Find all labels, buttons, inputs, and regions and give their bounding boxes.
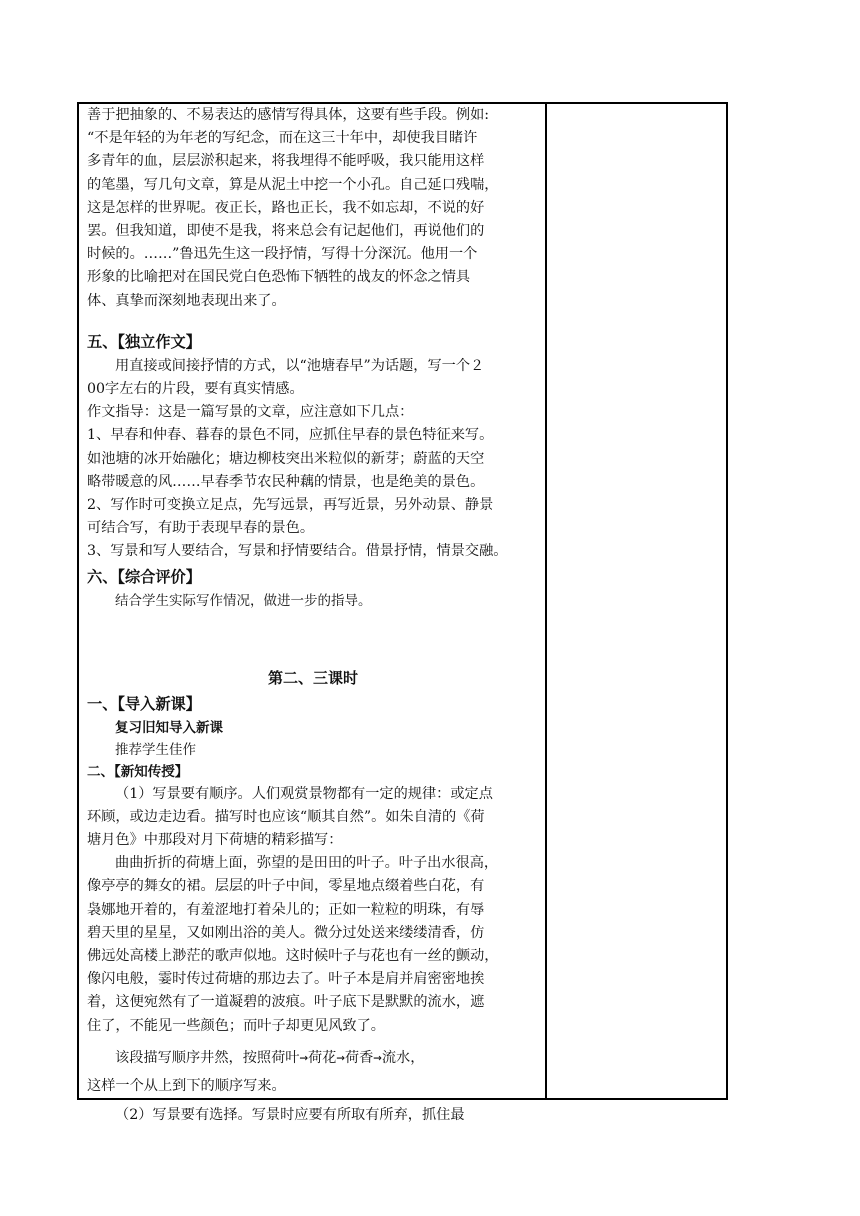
text-line: 如池塘的冰开始融化；塘边柳枝突出米粒似的新芽；蔚蓝的天空 (87, 450, 485, 467)
text-line: 1、早春和仲春、暮春的景色不同，应抓住早春的景色特征来写。 (87, 427, 494, 444)
text-line: 时候的。……”鲁迅先生这一段抒情，写得十分深沉。他用一个 (87, 246, 478, 263)
text-line: 这样一个从上到下的顺序写来。 (87, 1077, 286, 1094)
text-line: 像闪电般，霎时传过荷塘的那边去了。叶子本是肩并肩密密地挨 (87, 971, 485, 988)
text-line: “不是年轻的为年老的写纪念，而在这三十年中，却使我目睹许 (87, 130, 478, 147)
text-line: 罢。但我知道，即使不是我，将来总会有记起他们，再说他们的 (87, 223, 485, 240)
text-line: 善于把抽象的、不易表达的感情写得具体，这要有些手段。例如: (87, 107, 490, 123)
text-line: 着，这便宛然有了一道凝碧的波痕。叶子底下是默默的流水，遮 (87, 994, 485, 1011)
section-two-heading: 二、【新知传授】 (87, 763, 189, 780)
text-line: 像亭亭的舞女的裙。层层的叶子中间，零星地点缀着些白花，有 (87, 878, 485, 895)
text-line: 这是怎样的世界呢。夜正长，路也正长，我不如忘却，不说的好 (87, 199, 485, 216)
text-line: 环顾，或边走边看。描写时也应该“顺其自然”。如朱自清的《荷 (87, 808, 485, 825)
text-line: 3、写景和写人要结合，写景和抒情要结合。借景抒情，情景交融。 (87, 543, 508, 560)
text-line: 袅娜地开着的，有羞涩地打着朵儿的；正如一粒粒的明珠，有辱 (87, 901, 485, 918)
text-line: 用直接或间接抒情的方式，以“池塘春早”为话题，写一个２ (115, 357, 485, 374)
text-line: 的笔墨，写几句文章，算是从泥土中挖一个小孔。自己延口残喘， (87, 176, 499, 193)
text-line: 塘月色》中那段对月下荷塘的精彩描写： (87, 832, 343, 849)
section-one-heading: 一、【导入新课】 (87, 694, 201, 713)
text-line: 形象的比喻把对在国民党白色恐怖下牺牲的战友的怀念之情具 (87, 269, 471, 286)
text-line: （1）写景要有顺序。人们观赏景物都有一定的规律：或定点 (115, 785, 493, 802)
text-line: 00字左右的片段，要有真实情感。 (87, 381, 304, 398)
text-line: 可结合写，有助于表现早春的景色。 (87, 520, 315, 537)
text-line: 曲曲折折的荷塘上面，弥望的是田田的叶子。叶子出水很高， (115, 855, 499, 872)
text-line: 多青年的血，层层淤积起来，将我埋得不能呼吸，我只能用这样 (87, 153, 485, 170)
column-divider (545, 102, 547, 1100)
text-line: 体、真挚而深刻地表现出来了。 (87, 292, 286, 309)
text-line: 略带暖意的风……早春季节农民种藕的情景，也是绝美的景色。 (87, 473, 485, 490)
text-line: 结合学生实际写作情况，做进一步的指导。 (115, 592, 372, 609)
text-line: 推荐学生佳作 (115, 741, 196, 758)
text-line: 2、写作时可变换立足点，先写远景，再写近景，另外动景、静景 (87, 497, 494, 514)
section-five-heading: 五、【独立作文】 (87, 332, 201, 351)
lesson-title: 第二、三课时 (267, 668, 358, 687)
text-line: 碧天里的星星，又如刚出浴的美人。微分过处送来缕缕清香，仿 (87, 924, 485, 941)
text-line: （2）写景要有选择。写景时应要有所取有所弃，抓住最 (115, 1106, 465, 1123)
text-line: 复习旧知导入新课 (115, 719, 223, 736)
lesson-content (87, 104, 539, 1127)
text-line: 作文指导：这是一篇写景的文章，应注意如下几点： (87, 404, 414, 421)
text-line: 佛远处高楼上渺茫的歌声似地。这时候叶子与花也有一丝的颤动， (87, 948, 499, 965)
text-line: 该段描写顺序井然，按照荷叶→荷花→荷香→流水， (115, 1049, 425, 1066)
text-line: 住了，不能见一些颜色；而叶子却更见风致了。 (87, 1017, 385, 1034)
section-six-heading: 六、【综合评价】 (87, 567, 201, 586)
